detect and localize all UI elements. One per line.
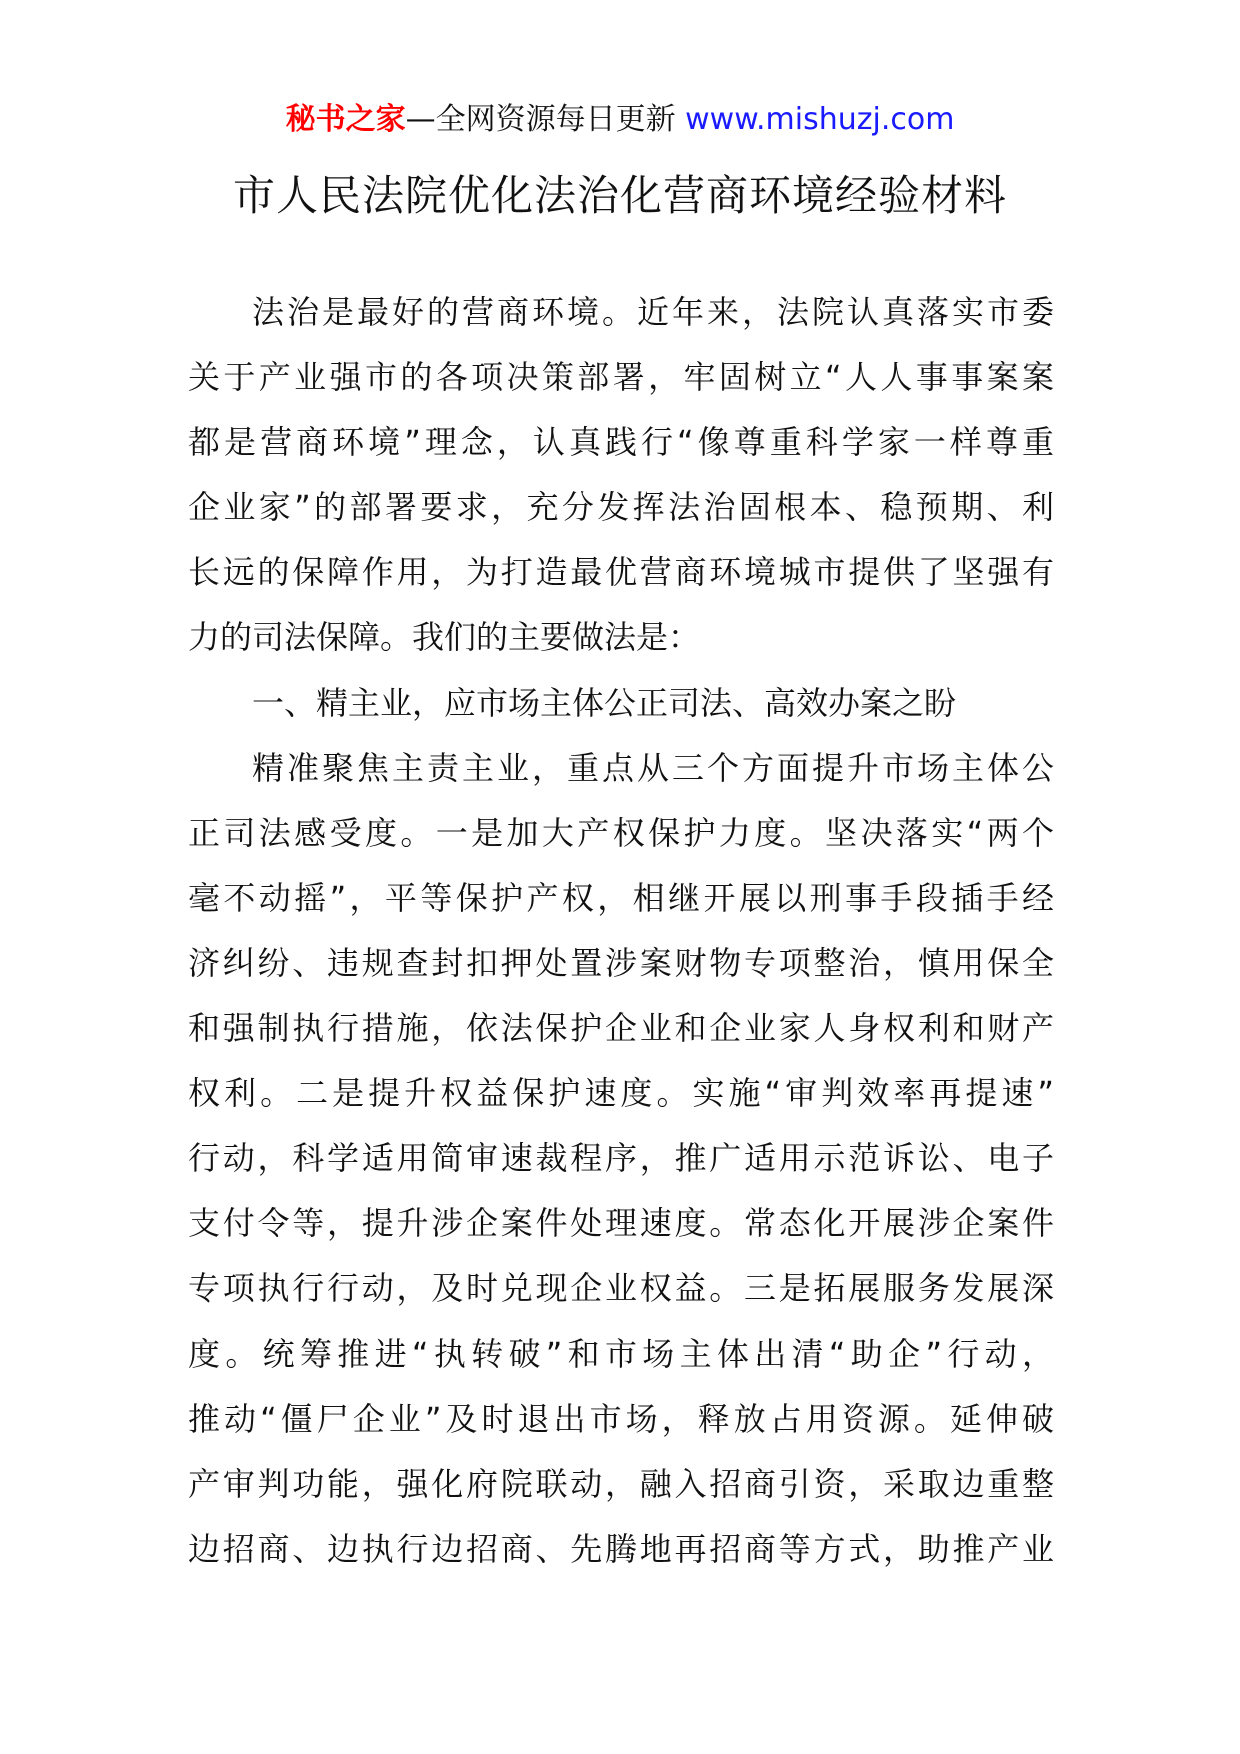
paragraph-line: 专项执行行动，及时兑现企业权益。三是拓展服务发展深	[188, 1269, 1054, 1308]
section-heading: 一、精主业，应市场主体公正司法、高效办案之盼	[252, 683, 957, 722]
paragraph-line: 精准聚焦主责主业，重点从三个方面提升市场主体公	[252, 748, 1054, 787]
paragraph-line: 正司法感受度。一是加大产权保护力度。坚决落实“两个	[188, 813, 1054, 852]
document-title: 市人民法院优化法治化营商环境经验材料	[232, 171, 1007, 220]
paragraph-line: 毫不动摇”，平等保护产权，相继开展以刑事手段插手经	[188, 878, 1054, 917]
paragraph-line: 产审判功能，强化府院联动，融入招商引资，采取边重整	[188, 1464, 1054, 1503]
paragraph-line: 行动，科学适用简审速裁程序，推广适用示范诉讼、电子	[188, 1139, 1054, 1178]
paragraph-line: 度。统筹推进“执转破”和市场主体出清“助企”行动，	[188, 1334, 1054, 1373]
document-body	[188, 292, 1054, 1594]
paragraph-line: 边招商、边执行边招商、先腾地再招商等方式，助推产业	[188, 1529, 1054, 1568]
paragraph-line: 都是营商环境”理念，认真践行“像尊重科学家一样尊重	[188, 423, 1054, 462]
paragraph-line: 长远的保障作用，为打造最优营商环境城市提供了坚强有	[188, 553, 1054, 592]
paragraph-line: 法治是最好的营商环境。近年来，法院认真落实市委	[252, 293, 1054, 331]
paragraph-line: 权利。二是提升权益保护速度。实施“审判效率再提速”	[188, 1074, 1054, 1113]
paragraph-line: 济纠纷、违规查封扣押处置涉案财物专项整治，慎用保全	[188, 943, 1054, 982]
banner-slogan: —全网资源每日更新	[405, 102, 686, 137]
paragraph-line: 力的司法保障。我们的主要做法是：	[188, 618, 701, 657]
paragraph-line: 和强制执行措施，依法保护企业和企业家人身权利和财产	[188, 1009, 1054, 1048]
paragraph-line: 支付令等，提升涉企案件处理速度。常态化开展涉企案件	[188, 1204, 1054, 1243]
paragraph-line: 关于产业强市的各项决策部署，牢固树立“人人事事案案	[188, 358, 1054, 397]
site-banner	[0, 98, 1240, 142]
paragraph-line: 推动“僵尸企业”及时退出市场，释放占用资源。延伸破	[188, 1399, 1054, 1438]
paragraph-line: 企业家”的部署要求，充分发挥法治固根本、稳预期、利	[188, 488, 1054, 527]
site-url-link[interactable]: www.mishuzj.com	[685, 102, 955, 137]
brand-name: 秘书之家	[285, 102, 406, 137]
